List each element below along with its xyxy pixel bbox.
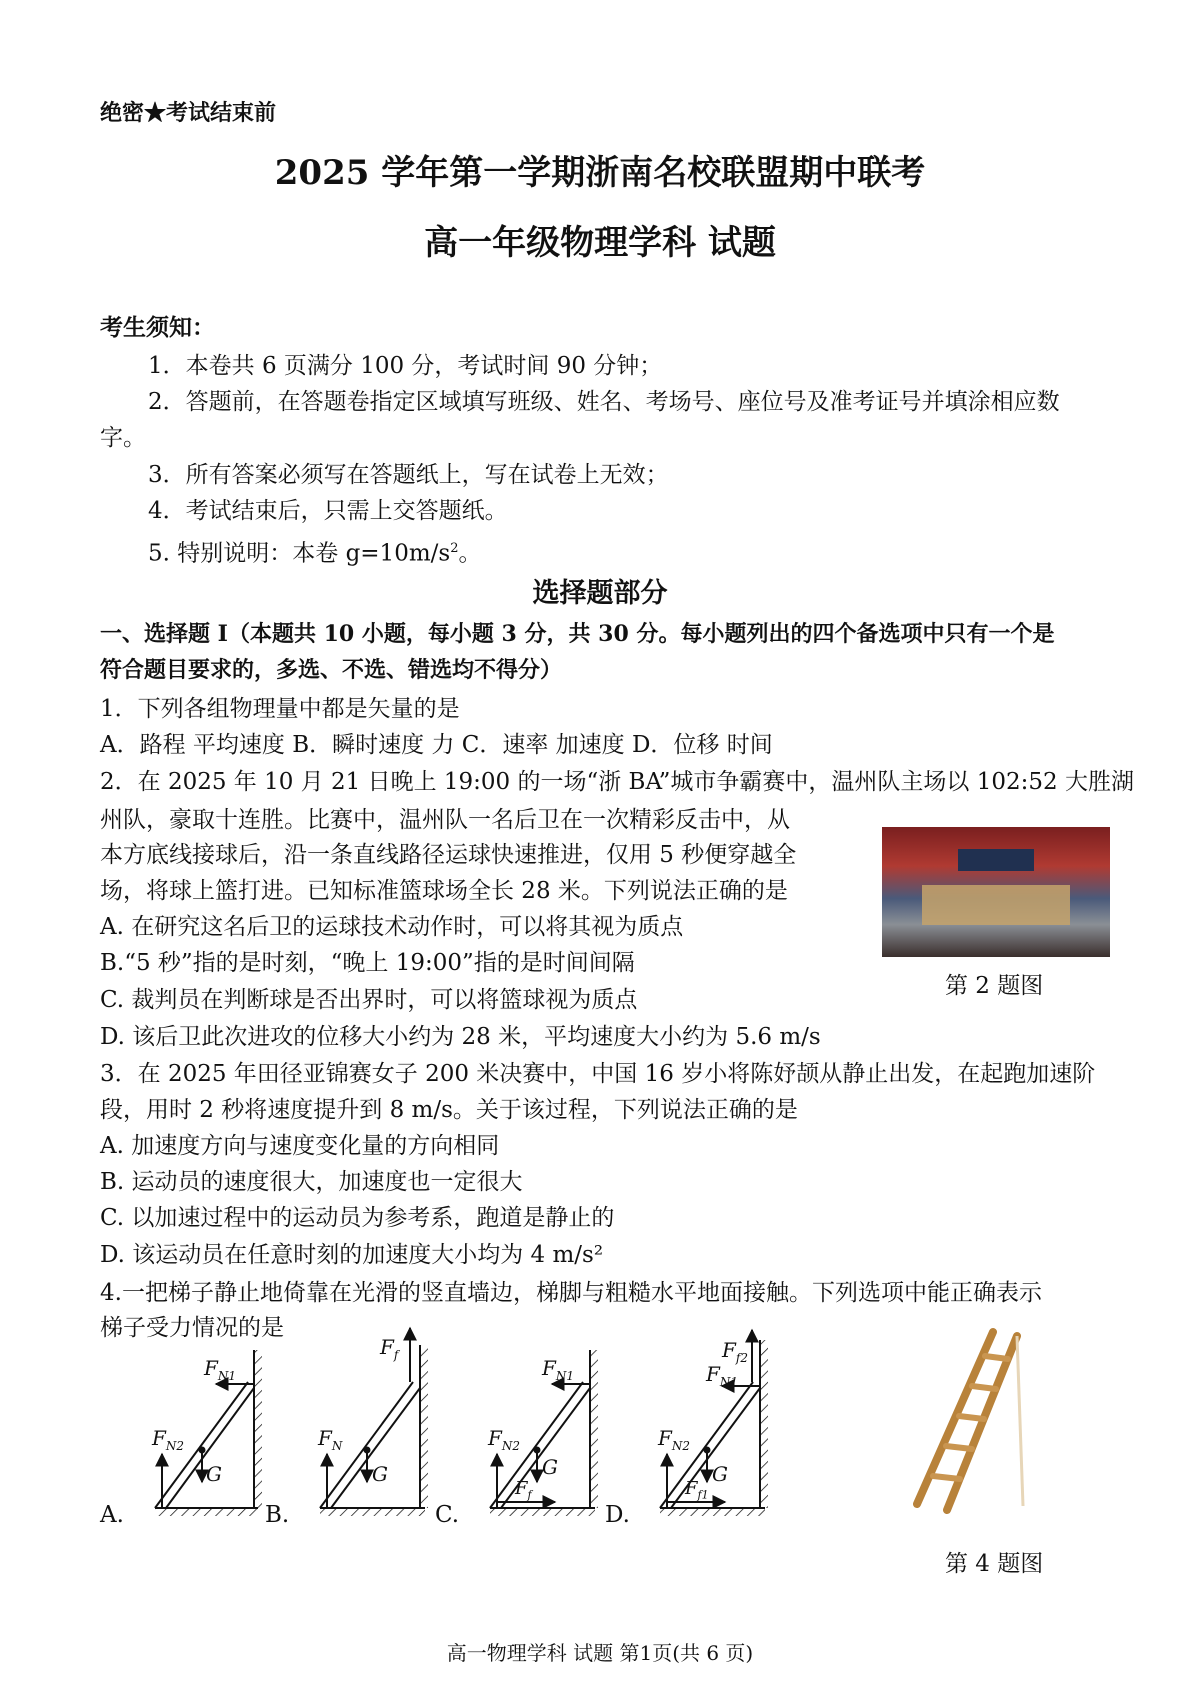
label-ff2-d: $F_{f2}$ [722,1338,748,1365]
label-g-b: G [372,1462,388,1486]
exam-subtitle: 高一年级物理学科 试题 [424,223,776,263]
confidential-mark: 绝密★考试结束前 [100,100,277,126]
label-fn2-d: $F_{N2}$ [658,1426,691,1453]
ladder-illustration [905,1326,1035,1516]
q2-option: A. 在研究这名后卫的运球技术动作时，可以将其视为质点 [100,914,684,940]
q4-option-letter: D. [605,1502,630,1528]
label-g-c: G [542,1455,558,1479]
q2-stem: 州队，豪取十连胜。比赛中，温州队一名后卫在一次精彩反击中，从 [100,807,790,833]
notice-item: 1．本卷共 6 页满分 100 分，考试时间 90 分钟； [148,353,663,379]
label-ff1-d: $F_{f1}$ [685,1478,709,1502]
q1-options: A．路程 平均速度 B．瞬时速度 力 C．速率 加速度 D．位移 时间 [100,732,773,758]
q3-option: A. 加速度方向与速度变化量的方向相同 [100,1133,500,1159]
q2-stem: 场，将球上篮打进。已知标准篮球场全长 28 米。下列说法正确的是 [100,878,788,904]
label-fn1-d: $F_{N1}$ [706,1362,739,1389]
q2-stem: 2．在 2025 年 10 月 21 日晚上 19:00 的一场“浙 BA”城市争霸赛中，温州队主场以 102:52 大胜湖 [100,769,1134,795]
exam-title: 2025 学年第一学期浙南名校联盟期中联考 [274,153,926,193]
label-fn-b: $F_N$ [318,1426,343,1453]
part1-instructions: 一、选择题 I（本题共 10 小题，每小题 3 分，共 30 分。每小题列出的四个备选项中只有一个是 [100,621,1055,647]
diagram-d [660,1330,768,1516]
q3-stem: 3．在 2025 年田径亚锦赛女子 200 米决赛中，中国 16 岁小将陈妤颉从静止出发，在起跑加速阶 [100,1061,1096,1087]
figure-caption: 第 2 题图 [945,973,1044,999]
label-ff-c: $F_f$ [515,1478,532,1502]
q2-option: C. 裁判员在判断球是否出界时，可以将篮球视为质点 [100,987,638,1013]
q4-stem: 梯子受力情况的是 [100,1315,284,1341]
court-shape [922,885,1070,925]
label-fn1-a: $F_{N1}$ [204,1356,237,1383]
label-fn2-c: $F_{N2}$ [488,1426,521,1453]
label-fn1-c: $F_{N1}$ [542,1356,575,1383]
notice-item: 5. 特别说明：本卷 $g=10m/s^2$。 [148,540,482,567]
notice-heading: 考生须知： [100,314,215,341]
q4-option-letter: B. [265,1502,290,1528]
section-title: 选择题部分 [532,578,668,609]
page-footer: 高一物理学科 试题 第1页(共 6 页) [446,1641,754,1665]
q3-stem: 段，用时 2 秒将速度提升到 8 m/s。关于该过程，下列说法正确的是 [100,1097,798,1123]
notice-item: 2．答题前，在答题卷指定区域填写班级、姓名、考场号、座位号及准考证号并填涂相应数 [148,389,1060,415]
notice-item: 字。 [100,425,146,451]
label-g-d: G [712,1462,728,1486]
q2-stem: 本方底线接球后，沿一条直线路径运球快速推进，仅用 5 秒便穿越全 [100,842,797,868]
part1-instructions: 符合题目要求的，多选、不选、错选均不得分） [100,657,563,683]
q1-stem: 1．下列各组物理量中都是矢量的是 [100,696,460,722]
q4-option-letter: C. [435,1502,460,1528]
q4-stem: 4.一把梯子静止地倚靠在光滑的竖直墙边，梯脚与粗糙水平地面接触。下列选项中能正确表示 [100,1280,1042,1306]
label-ff-b: $F_f$ [380,1335,399,1362]
q2-option: D. 该后卫此次进攻的位移大小约为 28 米，平均速度大小约为 5.6 m/s [100,1024,821,1050]
basketball-photo [882,827,1110,957]
label-g-a: G [206,1462,222,1486]
diagram-b [320,1328,428,1516]
q4-option-letter: A. [100,1502,124,1528]
label-fn2-a: $F_{N2}$ [152,1426,185,1453]
notice-item: 4．考试结束后，只需上交答题纸。 [148,498,508,524]
figure-caption: 第 4 题图 [945,1551,1044,1577]
q3-option: D. 该运动员在任意时刻的加速度大小均为 4 m/s² [100,1242,604,1268]
q3-option: C. 以加速过程中的运动员为参考系，跑道是静止的 [100,1205,615,1231]
q3-option: B. 运动员的速度很大，加速度也一定很大 [100,1169,523,1195]
notice-item: 3．所有答案必须写在答题纸上，写在试卷上无效； [148,462,669,488]
q2-option: B.“5 秒”指的是时刻，“晚上 19:00”指的是时间间隔 [100,950,635,976]
scoreboard-shape [958,849,1034,871]
